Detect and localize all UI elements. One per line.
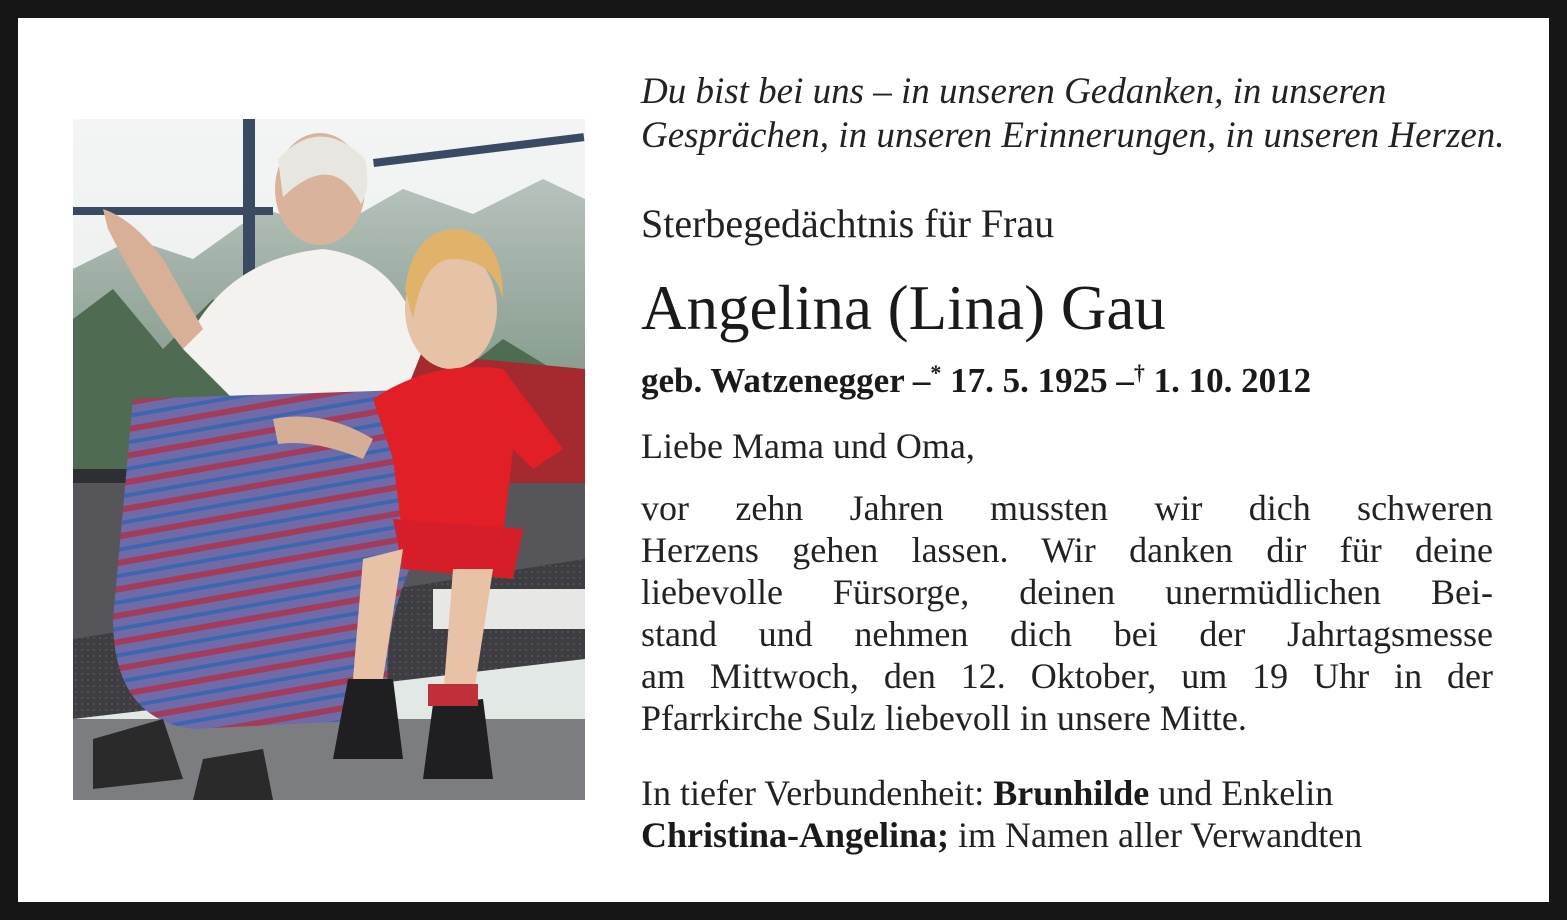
birth-star-icon: * bbox=[930, 360, 942, 385]
portrait-photo bbox=[73, 119, 585, 800]
deceased-name: Angelina (Lina) Gau bbox=[641, 273, 1166, 343]
message-line: Herzens gehen lassen. Wir danken dir für deine bbox=[641, 530, 1493, 570]
signature-name: Brunhilde bbox=[993, 773, 1150, 813]
salutation: Liebe Mama und Oma, bbox=[641, 426, 975, 466]
message-line: liebevolle Fürsorge, deinen unermüdlichen Bei- bbox=[641, 572, 1493, 612]
signature-line bbox=[641, 814, 1521, 856]
message-line: Pfarrkirche Sulz liebevoll in unsere Mitte. bbox=[641, 698, 1247, 738]
death-date: 1. 10. 2012 bbox=[1153, 361, 1312, 400]
motto-quote bbox=[641, 70, 1541, 158]
message-line: am Mittwoch, den 12. Oktober, um 19 Uhr in der bbox=[641, 656, 1493, 696]
message-line: vor zehn Jahren mussten wir dich schweren bbox=[641, 488, 1493, 528]
death-cross-icon: † bbox=[1133, 360, 1145, 385]
signature-name: Christina-Angelina; bbox=[641, 815, 950, 855]
motto-line: Gesprächen, in unseren Erinnerungen, in unseren Herzen. bbox=[641, 115, 1505, 156]
dash: – bbox=[1116, 361, 1134, 400]
birth-date: 17. 5. 1925 bbox=[950, 361, 1108, 400]
remembrance-heading: Sterbegedächtnis für Frau bbox=[641, 201, 1055, 246]
dash: – bbox=[912, 361, 931, 400]
signature-intro: In tiefer Verbundenheit: bbox=[641, 773, 985, 813]
signature-connector: und Enkelin bbox=[1158, 773, 1334, 813]
message-body bbox=[641, 487, 1493, 739]
photo-illustration bbox=[73, 119, 585, 800]
message-line: stand und nehmen dich bei der Jahrtagsmesse bbox=[641, 614, 1493, 654]
signature-block bbox=[641, 772, 1521, 856]
motto-line: Du bist bei uns – in unseren Gedanken, in unseren bbox=[641, 71, 1387, 112]
birth-name: geb. Watzenegger bbox=[641, 361, 905, 400]
signature-line bbox=[641, 772, 1521, 814]
signature-closing: im Namen aller Verwandten bbox=[958, 815, 1363, 855]
life-dates bbox=[641, 352, 1311, 402]
